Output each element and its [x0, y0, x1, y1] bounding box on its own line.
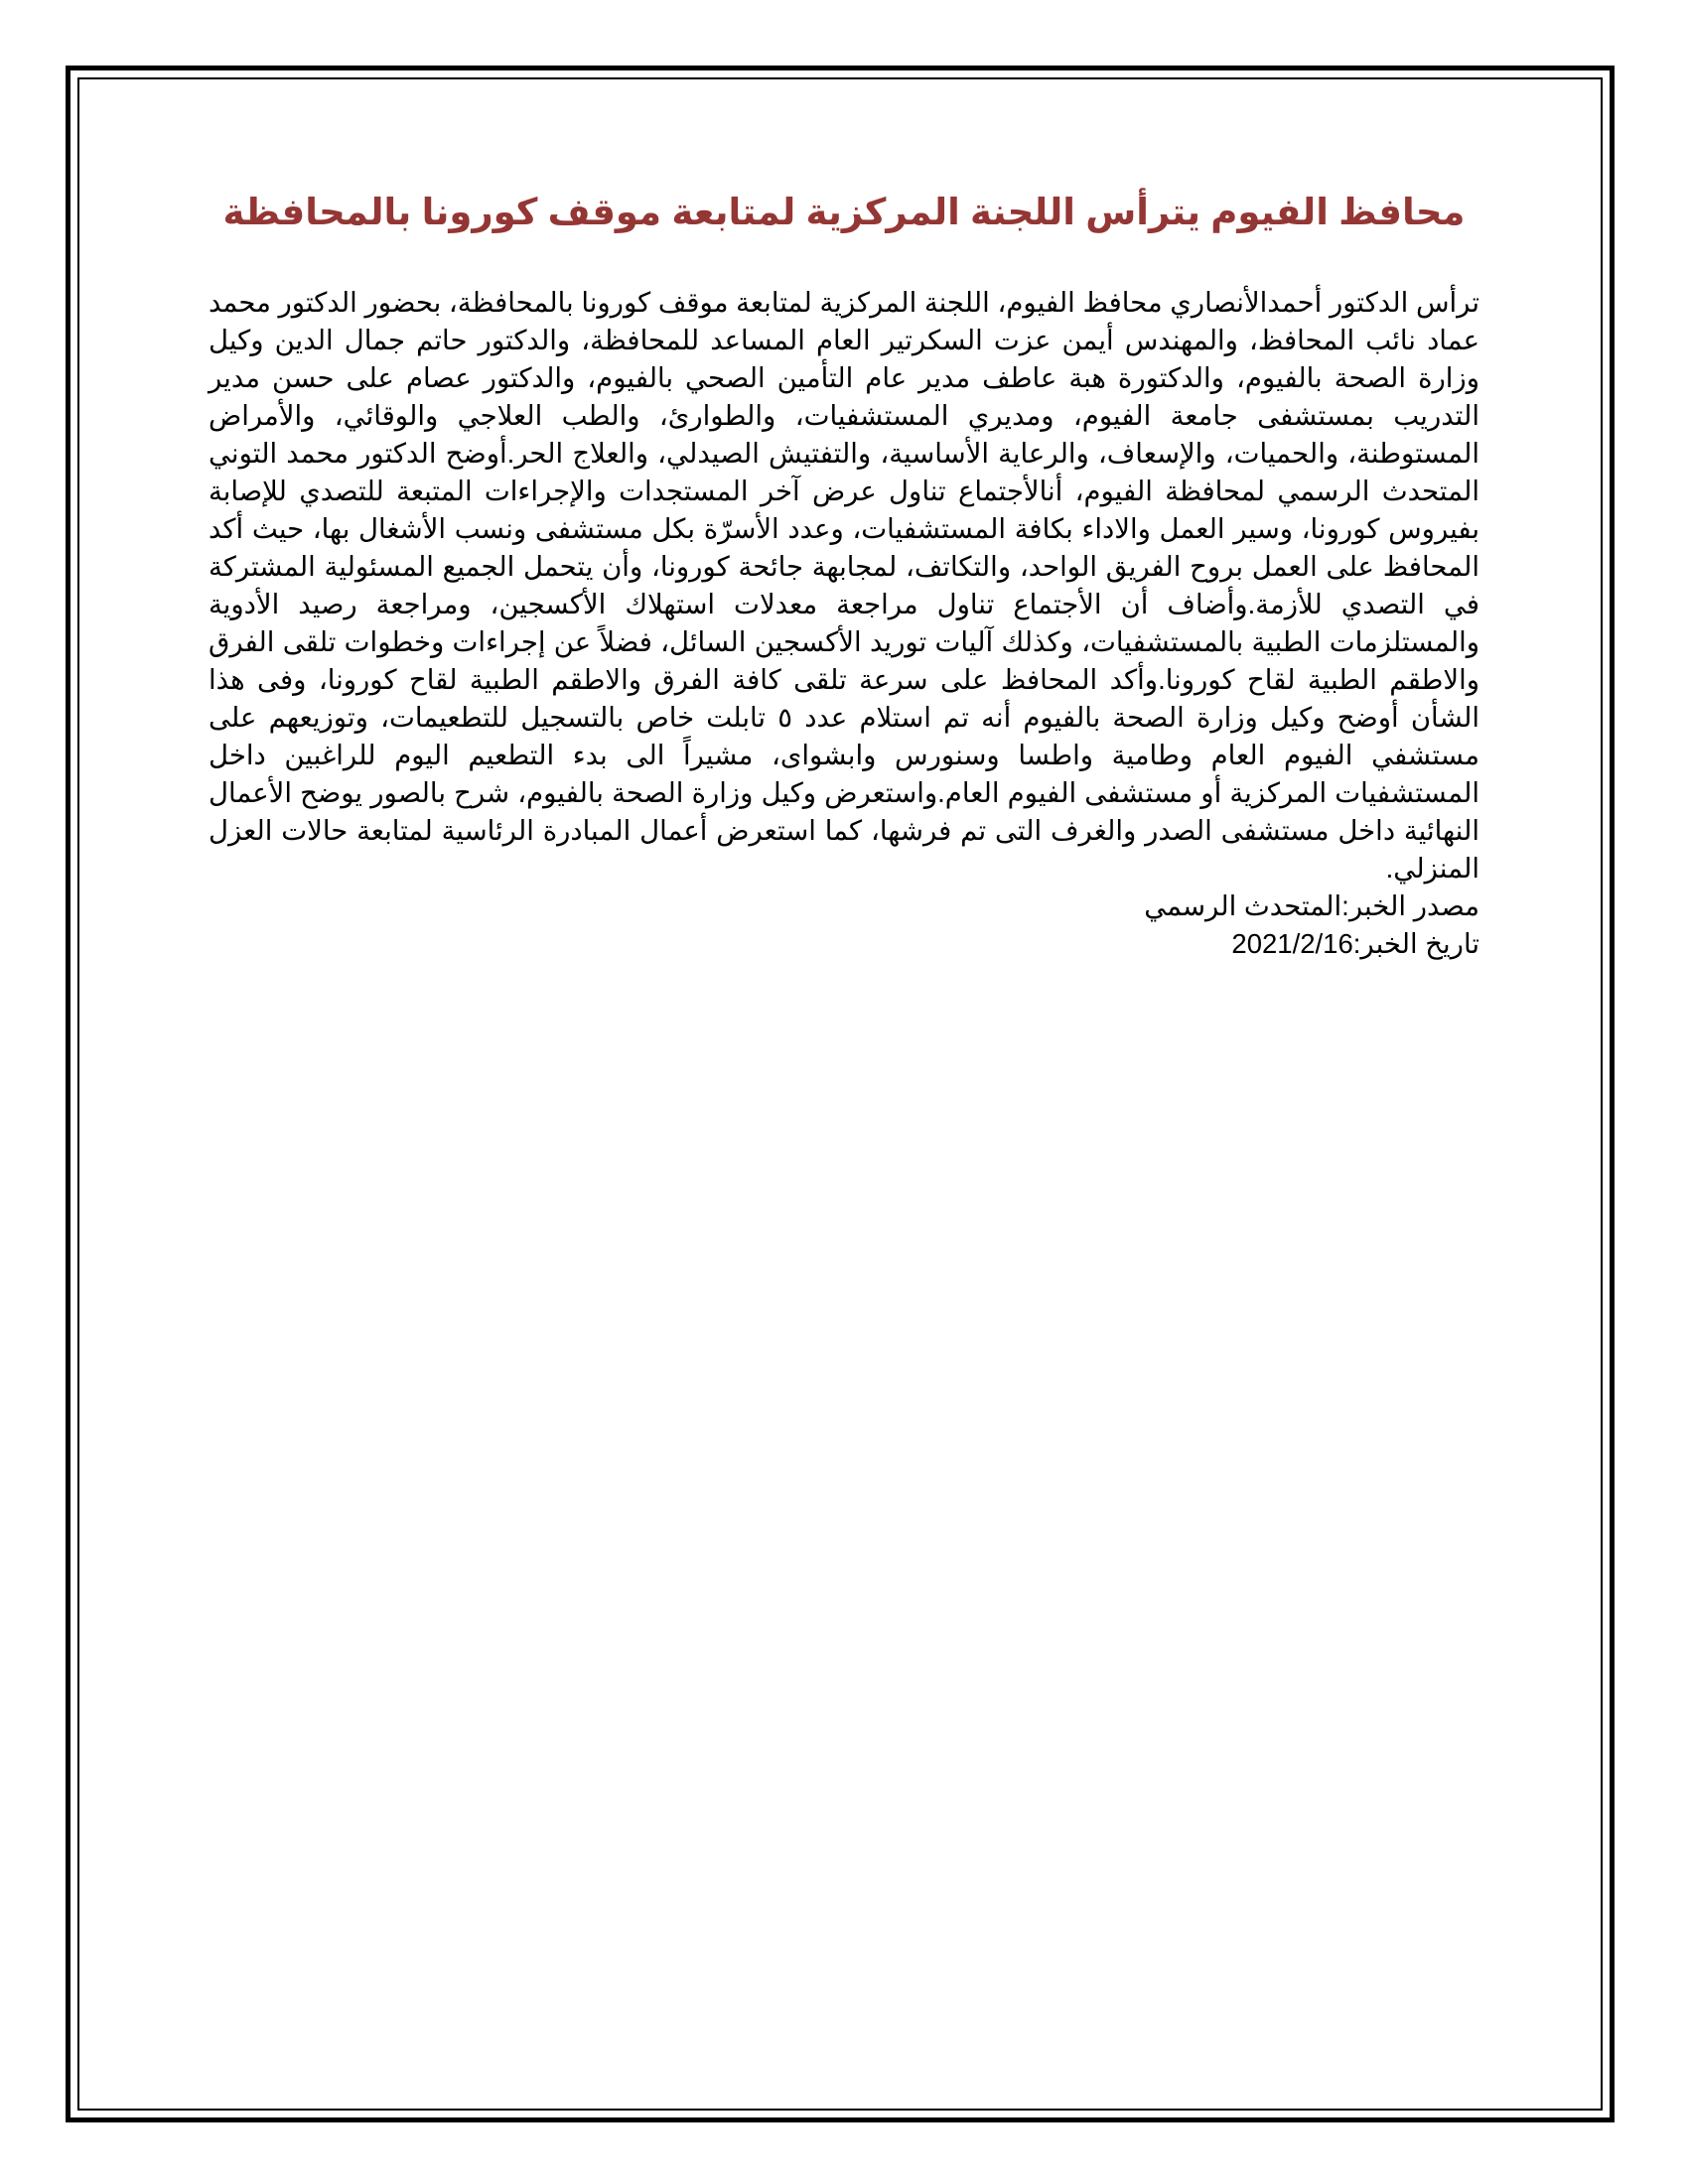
news-source: مصدر الخبر:المتحدث الرسمي [1144, 890, 1479, 922]
document-content [209, 189, 1479, 963]
news-title: محافظ الفيوم يترأس اللجنة المركزية لمتابعة موقف كورونا بالمحافظة [222, 192, 1466, 232]
news-date: تاريخ الخبر:2021/2/16 [1231, 928, 1479, 960]
news-body: ترأس الدكتور أحمدالأنصاري محافظ الفيوم، اللجنة المركزية لمتابعة موقف كورونا بالمحافظة، بحضور الدكتور محمد عماد نائب المحافظ، والمهندس أيمن عزت السكرتير العام المساعد للمحافظة، والدكتور حاتم جمال الدين وكيل وزارة الصحة بالفيوم، والدكتورة هبة عاطف مدير عام التأمين الصحي بالفيوم، والدكتور عصام على حسن مدير التدريب بمستشفى جامعة الفيوم، ومديري المستشفيات، والطوارئ، والطب العلاجي والوقائي، والأمراض المستوطنة، والحميات، والإسعاف، والرعاية الأساسية، والتفتيش الصيدلي، والعلاج الحر.أوضح الدكتور محمد التوني المتحدث الرسمي لمحافظة الفيوم، أنالأجتماع تناول عرض آخر المستجدات والإجراءات المتبعة للتصدي للإصابة بفيروس كورونا، وسير العمل والاداء بكافة المستشفيات، وعدد الأسرّة بكل مستشفى ونسب الأشغال بها، حيث أكد المحافظ على العمل بروح الفريق الواحد، والتكاتف، لمجابهة جائحة كورونا، وأن يتحمل الجميع المسئولية المشتركة في التصدي للأزمة.وأضاف أن الأجتماع تناول مراجعة معدلات استهلاك الأكسجين، ومراجعة رصيد الأدوية والمستلزمات الطبية بالمستشفيات، وكذلك آليات توريد الأكسجين السائل، فضلاً عن إجراءات وخطوات تلقى الفرق والاطقم الطبية لقاح كورونا.وأكد المحافظ على سرعة تلقى كافة الفرق والاطقم الطبية لقاح كورونا، وفى هذا الشأن أوضح وكيل وزارة الصحة بالفيوم أنه تم استلام عدد ٥ تابلت خاص بالتسجيل للتطعيمات، وتوزيعهم على مستشفي الفيوم العام وطامية واطسا وسنورس وابشواى، مشيراً الى بدء التطعيم اليوم للراغبين داخل المستشفيات المركزية أو مستشفى الفيوم العام.واستعرض وكيل وزارة الصحة بالفيوم، شرح بالصور يوضح الأعمال النهائية داخل مستشفى الصدر والغرف التى تم فرشها، كما استعرض أعمال المبادرة الرئاسية لمتابعة حالات العزل المنزلي. [209, 287, 1479, 885]
